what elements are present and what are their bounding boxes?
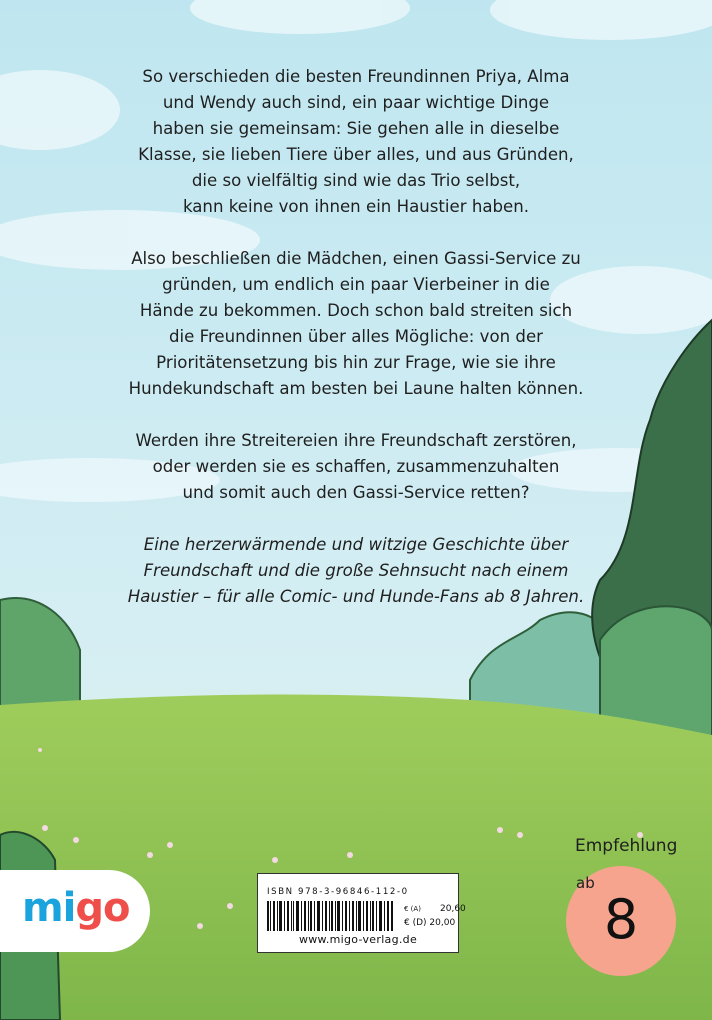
blurb-line: gründen, um endlich ein paar Vierbeiner in die bbox=[162, 275, 550, 294]
isbn-number: ISBN 978-3-96846-112-0 bbox=[267, 887, 409, 897]
blurb-paragraph-1 bbox=[60, 64, 652, 220]
blurb-line: Also beschließen die Mädchen, einen Gassi-Service zu bbox=[131, 249, 581, 268]
blurb-line: Prioritätensetzung bis hin zur Frage, wie sie ihre bbox=[156, 353, 556, 372]
publisher-url: www.migo-verlag.de bbox=[298, 933, 418, 946]
blurb-line: haben sie gemeinsam: Sie gehen alle in dieselbe bbox=[152, 119, 560, 138]
blurb-line: Hundekundschaft am besten bei Laune halten können. bbox=[128, 379, 584, 398]
blurb-line: die Freundinnen über alles Mögliche: von der bbox=[169, 327, 543, 346]
blurb-line: Werden ihre Streitereien ihre Freundschaft zerstören, bbox=[135, 431, 577, 450]
blurb-text bbox=[60, 64, 652, 610]
logo-part-mi: mi bbox=[22, 885, 76, 931]
blurb-line: und Wendy auch sind, ein paar wichtige Dinge bbox=[162, 93, 550, 112]
blurb-line: Klasse, sie lieben Tiere über alles, und aus Gründen, bbox=[138, 145, 574, 164]
price-germany: € (D) 20,00 bbox=[404, 918, 456, 928]
age-number: 8 bbox=[603, 888, 639, 951]
blurb-line: oder werden sie es schaffen, zusammenzuhalten bbox=[152, 457, 560, 476]
price-austria-label: € (A) bbox=[404, 905, 421, 913]
age-prefix: ab bbox=[576, 874, 595, 892]
blurb-line: Eine herzerwärmende und witzige Geschichte über bbox=[143, 535, 569, 554]
blurb-line: die so vielfältig sind wie das Trio selbst, bbox=[191, 171, 521, 190]
publisher-logo bbox=[0, 870, 150, 952]
blurb-line: Haustier – für alle Comic- und Hunde-Fans ab 8 Jahren. bbox=[127, 587, 585, 606]
logo-wordmark bbox=[22, 886, 130, 930]
age-badge bbox=[566, 866, 676, 976]
blurb-paragraph-2 bbox=[60, 246, 652, 402]
blurb-tagline bbox=[60, 532, 652, 610]
blurb-paragraph-3 bbox=[60, 428, 652, 506]
blurb-line: Freundschaft und die große Sehnsucht nach einem bbox=[143, 561, 569, 580]
age-recommendation-label: Empfehlung bbox=[575, 836, 678, 856]
blurb-line: kann keine von ihnen ein Haustier haben. bbox=[182, 197, 530, 216]
blurb-line: Hände zu bekommen. Doch schon bald streiten sich bbox=[139, 301, 573, 320]
blurb-line: und somit auch den Gassi-Service retten? bbox=[182, 483, 530, 502]
price-austria-value: 20,60 bbox=[440, 904, 466, 914]
logo-part-go: go bbox=[75, 885, 130, 931]
barcode-icon bbox=[267, 901, 393, 931]
blurb-line: So verschieden die besten Freundinnen Priya, Alma bbox=[142, 67, 570, 86]
barcode-label bbox=[257, 873, 466, 953]
